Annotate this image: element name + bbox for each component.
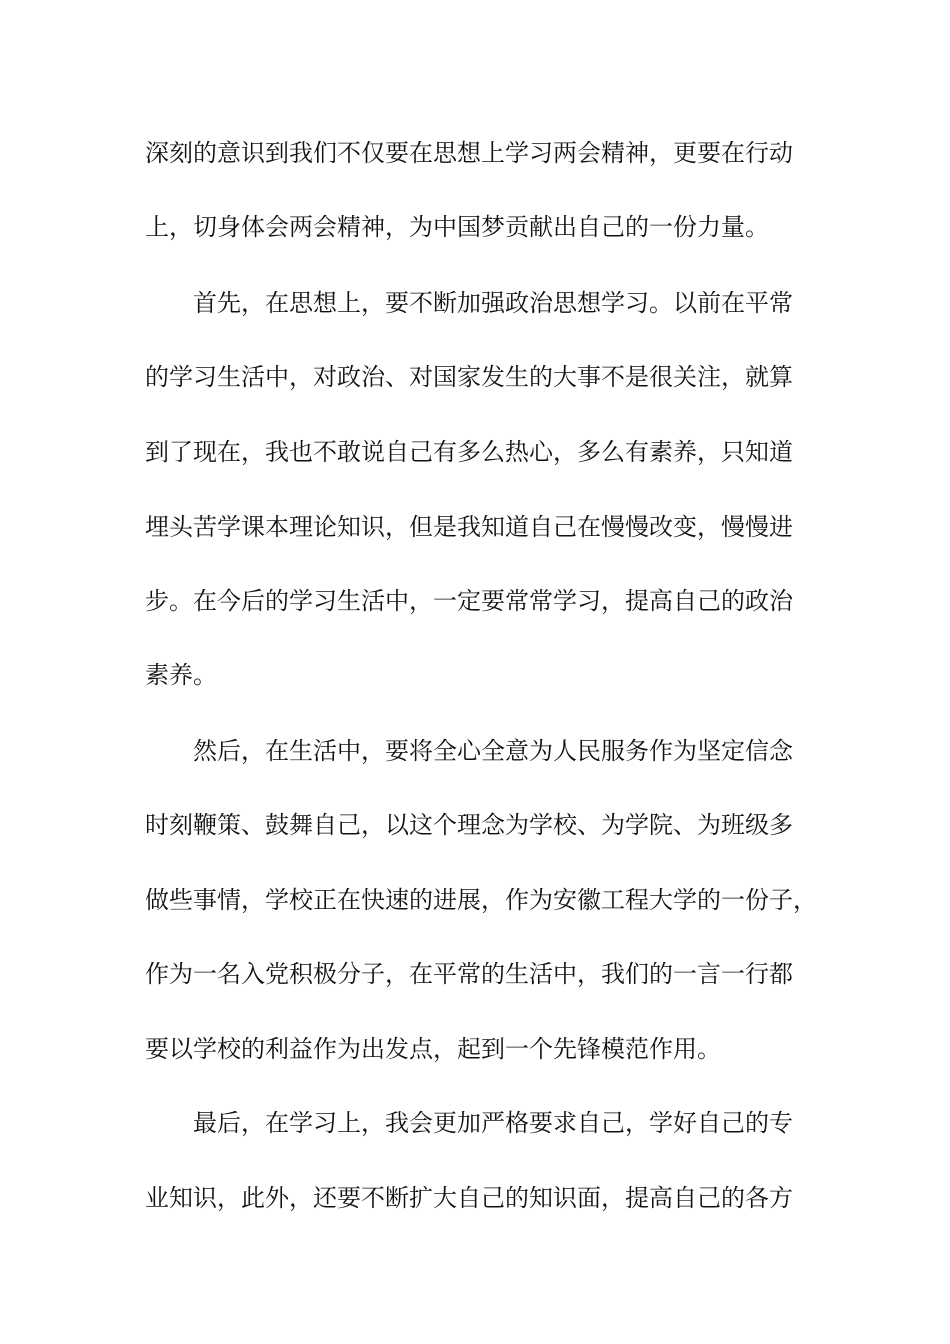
text-line: 埋头苦学课本理论知识，但是我知道自己在慢慢改变，慢慢进 [145,513,793,541]
text-line: 业知识，此外，还要不断扩大自己的知识面，提高自己的各方 [145,1184,793,1212]
text-line: 步。在今后的学习生活中，一定要常常学习，提高自己的政治 [145,587,793,615]
text-line: 深刻的意识到我们不仅要在思想上学习两会精神，更要在行动 [145,139,793,167]
text-line: 素养。 [145,661,217,689]
text-line: 做些事情，学校正在快速的进展，作为安徽工程大学的一份子， [145,886,817,914]
paragraph-first-line: 首先，在思想上，要不断加强政治思想学习。以前在平常 [193,289,793,317]
text-line: 作为一名入党积极分子，在平常的生活中，我们的一言一行都 [145,960,793,988]
text-line: 时刻鞭策、鼓舞自己，以这个理念为学校、为学院、为班级多 [145,811,793,839]
paragraph-first-line: 最后，在学习上，我会更加严格要求自己，学好自己的专 [193,1109,793,1137]
text-line: 的学习生活中，对政治、对国家发生的大事不是很关注，就算 [145,363,793,391]
text-line: 要以学校的利益作为出发点，起到一个先锋模范作用。 [145,1035,721,1063]
text-line: 上，切身体会两会精神，为中国梦贡献出自己的一份力量。 [145,213,769,241]
text-line: 到了现在，我也不敢说自己有多么热心，多么有素养，只知道 [145,438,793,466]
paragraph-first-line: 然后，在生活中，要将全心全意为人民服务作为坚定信念 [193,737,793,765]
